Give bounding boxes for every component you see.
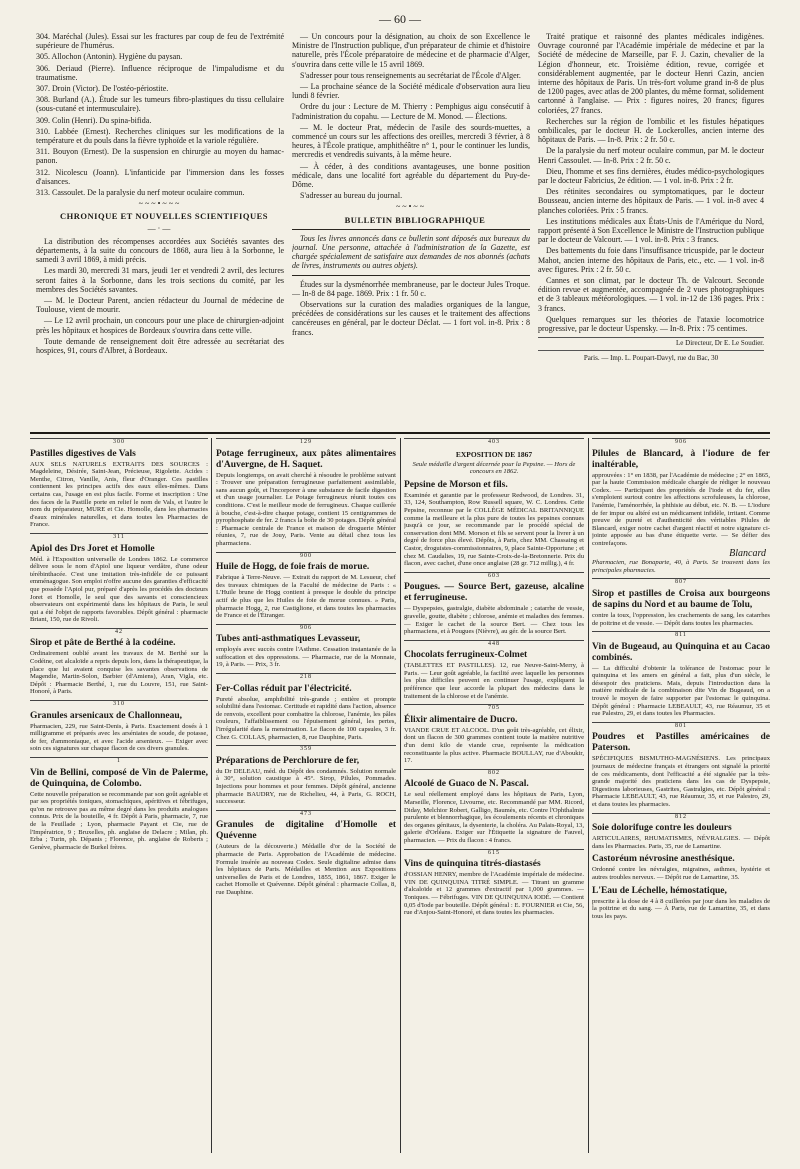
ad-title: Poudres et Pastilles américaines de Paterson. — [592, 732, 770, 754]
ad-number: 218 — [216, 673, 396, 682]
advertisement — [404, 480, 584, 568]
advertisement — [592, 854, 770, 881]
column-books — [538, 32, 764, 422]
ad-text: SPÉCIFIQUES BISMUTHO-MAGNÉSIENS. Les principaux journaux de médecine français et étrangers ont signalé la priorité de ces médicaments, dont l'efficacité a été signalée par la très-grande majorité des praticiens dans les cas de Dyspepsie, Digestions laborieuses, Gastrites, Gastralgies, etc. Dépôt général : Pharmacie LEBEAULT, 43, rue Réaumur, 35, et rue Palestro, 29, et dans toutes les pharmacies. — [592, 755, 770, 808]
ad-text: Pharmacien, 229, rue Saint-Denis, à Paris. Exactement dosés à 1 milligramme et préparés avec les arséniates de soude, de potasse, de fer, d'ammoniaque, et avec l'acide arsenieux. — Exiger avec soin ces signatures sur chaque flacon de ces divers granules. — [30, 722, 208, 753]
thesis-item: 309. Colin (Henri). Du spina-bifida. — [36, 115, 152, 125]
handwritten-signature: Blancard — [729, 547, 766, 559]
chronique-paragraph: Les mardi 30, mercredi 31 mars, jeudi 1er et vendredi 2 avril, des lectures seront faites à la Sorbonne, dans les trois sections du comité, par les membres des Sociétés savantes. — [36, 266, 284, 294]
ad-title: Vin de Bellini, composé de Vin de Palerme, de Quinquina, de Colombo. — [30, 767, 208, 789]
ad-number: 473 — [216, 810, 396, 819]
ad-title: Granules de digitaline d'Homolle et Quévenne — [216, 820, 396, 842]
advertisement — [216, 552, 396, 620]
advertisement — [216, 673, 396, 741]
ad-text: (Auteurs de la découverte.) Médaille d'or de la Société de pharmacie de Paris. Approbation de l'Académie de médecine. Formule insérée au nouveau Codex. Seule digitaline admise dans les hôpitaux de Paris. Médailles et Mention aux Expositions universelles de Paris et de Londres, 1855, 1861, 1867. Exiger le cachet Homolle et Quévenne. Dépôt général : pharmacie Collas, 8, rue Dauphine. — [216, 843, 396, 896]
ad-number: 359 — [216, 745, 396, 754]
ad-number: 1 — [30, 757, 208, 766]
ad-number: 906 — [216, 624, 396, 633]
ad-title: Pepsine de Morson et fils. — [404, 479, 508, 490]
chronique-paragraph: — Le 12 avril prochain, un concours pour une place de chirurgien-adjoint près les hôpitaux et hospices de Bordeaux s'ouvrira dans cette ville. — [36, 316, 284, 335]
ad-title: Tubes anti-asthmatiques Levasseur, — [216, 634, 361, 645]
ad-text: Ordonné contre les névralgies, migraines, asthmes, hystérie et autres troubles nerveux. — Dépôt rue de Lamartine, 35. — [592, 866, 770, 881]
ad-number: 812 — [592, 813, 770, 822]
ornament-divider: ~~•~~ — [395, 202, 427, 212]
ad-number: 129 — [216, 438, 396, 447]
ad-text: Fabrique à Terre-Neuve. — Extrait du rapport de M. Lesueur, chef des travaux chimiques de la Faculté de médecine de Paris : « L'Huile brune de Hogg contient à presque le double du principe actif de plus que les Huiles de foie de morue connues. » Paris, pharmacie Hogg, 2, rue Castiglione, et dans toutes les pharmacies de France et de l'Étranger. — [216, 574, 396, 620]
advertisements-rule — [30, 432, 770, 434]
ad-text: contre la toux, l'oppression, les crachements de sang, les catarrhes de poitrine et de vessie. — Dépôt dans toutes les pharmacies. — [592, 611, 770, 627]
thesis-item: 307. Droin (Victor). De l'ostéo-périostite. — [36, 84, 169, 94]
column-news — [292, 32, 530, 422]
ad-title: Sirop et pâte de Berthé à la codéine. — [30, 638, 176, 649]
news-paragraph: — À céder, à des conditions avantageuses, une bonne position médicale, dans une localité fort agréable du département du Puy-de-Dôme. — [292, 161, 530, 190]
chronique-paragraph: La distribution des récompenses accordées aux Sociétés savantes des départements, à la suite du concours de 1868, aura lieu à la Sorbonne, le samedi 3 avril 1869, à midi précis. — [36, 236, 284, 265]
news-paragraph: S'adresser au bureau du journal. — [300, 191, 403, 201]
bulletin-intro: Tous les livres annoncés dans ce bulletin sont déposés aux bureaux du journal. Une personne, attachée à l'administration de la Gazette, est chargée spécialement de satisfaire aux demandes de nos abonnés (achats de livres, instruments ou autres objets). — [292, 233, 530, 271]
advertisement — [404, 572, 584, 636]
ads-column-1 — [30, 438, 208, 1153]
ad-number: 403 — [404, 438, 584, 447]
book-entry: Dieu, l'homme et ses fins dernières, études médico-psychologiques par le docteur Fabricius, 2e édition. — 1 vol. in-8. Prix : 2 fr. — [538, 166, 764, 186]
chronique-paragraph: Toute demande de renseignement doit être adressée au secrétariat des hospices, 91, cours d'Albret, à Bordeaux. — [36, 336, 284, 356]
ad-title: Vin de Bugeaud, au Quinquina et au Cacao combinés. — [592, 641, 770, 663]
advertisement — [404, 640, 584, 701]
advertisement — [30, 757, 208, 851]
thesis-item: 305. Allochon (Antonin). Hygiène du paysan. — [36, 52, 183, 62]
ad-title: Vins de quinquina titrés-diastasés — [404, 859, 541, 870]
advertisement — [216, 438, 396, 548]
ad-title: Pastilles digestives de Vals — [30, 448, 136, 459]
ad-text: prescrite à la dose de 4 à 8 cuillerées par jour dans les maladies de la poitrine et du sang. — À Paris, rue de Lamartine, 35, et dans tous les pays. — [592, 897, 770, 920]
divider — [292, 229, 530, 230]
advertisement — [216, 745, 396, 806]
advertisement — [216, 810, 396, 897]
ad-number: 807 — [592, 578, 770, 587]
advertisement — [592, 578, 770, 627]
ad-text: (TABLETTES ET PASTILLES). 12, rue Neuve-Saint-Merry, à Paris. — Leur goût agréable, la facilité avec laquelle les personnes les plus difficiles peuvent en continuer l'usage, expliquent la préférence que leur accorde la plupart des médecins dans le traitement de la chlorose et de l'anémie. — [404, 662, 584, 700]
thesis-item: 304. Maréchal (Jules). Essai sur les fractures par coup de feu de l'extrémité supérieure de l'humérus. — [36, 32, 284, 51]
ad-title: Soie dolorifuge contre les douleurs — [592, 823, 732, 834]
ad-text: ARTICULAIRES, RHUMATISMES, NÉVRALGIES. — Dépôt dans les Pharmacies. Paris, 35, rue de Lamartine. — [592, 835, 770, 850]
divider — [292, 275, 530, 276]
ad-title: Préparations de Perchlorure de fer, — [216, 755, 360, 766]
bulletin-title: BULLETIN BIBLIOGRAPHIQUE — [344, 214, 486, 225]
news-paragraph: — M. le docteur Prat, médecin de l'asile des sourds-muettes, a commencé un cours sur les affections des oreilles, mercredi 3 février, à 8 heures, à l'École pratique, amphithéâtre n° 1, pour le continuer les lundis, mercredis et vendredis suivants, à la même heure. — [292, 122, 530, 160]
book-entry: Des rétinites secondaires ou symptomatiques, par le docteur Bousseau, ancien interne des hôpitaux de Paris. — 1 vol. in-8 avec 4 planches coloriées. Prix : 5 francs. — [538, 187, 764, 215]
chronique-paragraph: — M. le Docteur Parent, ancien rédacteur du Journal de médecine de Toulouse, vient de mourir. — [36, 296, 284, 315]
column-divider — [211, 438, 212, 1153]
ad-text: Le seul réellement employé dans les hôpitaux de Paris, Lyon, Marseille, Florence, Livourne, etc. Recommandé par MM. Ricord, Diday, Melchior Robert, Galligo, Baumès, etc. Contre l'Ophthalmie purulente et blennorrhagique, les écoulements récents et chroniques des organes génitaux, la dysenterie, la choléra. Au Palais-Royal, 13, galerie d'Orléans. Exiger sur l'Étiquette la signature de Fauvel, pharmacien. — Prix du flacon : 4 francs. — [404, 791, 584, 844]
book-entry: Des battements du foie dans l'insuffisance tricuspide, par le docteur Mahot, ancien interne des hôpitaux de Paris, etc., etc. — 1 vol. in-8 avec figures. Prix : 2 fr. 50 c. — [538, 246, 764, 274]
ad-title: Potage ferrugineux, aux pâtes alimentaires d'Auvergne, de H. Saquet. — [216, 448, 396, 470]
ad-text: Examinée et garantie par le professeur Redwood, de Londres. 31, 33, 124, Southampton, Row Russell square, W. C. Londres. Cette Pepsine, reconnue par le COLLÈGE MÉDICAL BRITANNIQUE comme la meilleure et la plus pure de toutes les pepsines connues jusqu'à ce jour, se recommande par le procédé spécial de conservation dont MM. Morson et fils se servent pour la livrer à un degré de force plus élevé. Dépôts, à Paris, chez MM. Chassaing et Castor, droguistes-commissionnaires, 9, place Sainte-Opportune ; et chez M. Caudalies, 19, rue Sainte-Croix-de-la-Bretonnerie. Prix du flacon, avec cachet, d'une once anglaise (28 gr. 712 millig.), 4 fr. — [404, 491, 584, 568]
ornament-divider: ~~~•~~~ — [138, 199, 182, 209]
ad-title: Castoréum névrosine anesthésique. — [592, 854, 735, 865]
column-divider — [400, 438, 401, 1153]
ad-number: 801 — [592, 722, 770, 731]
ad-text: d'OSSIAN HENRY, membre de l'Académie impériale de médecine. VIN DE QUINQUINA TITRÉ SIMPLE. — Titrant un gramme d'alcaloïde et 12 grammes d'extractif par 1,000 grammes. — Toniques. — Fébrifuges. VIN DE QUINQUINA IODÉ. — Contient 0,05 d'Iode par bouteille. Dépôt général : E. FOURNIER et Cie, 56, rue d'Anjou-Saint-Honoré, et dans toutes les pharmacies. — [404, 871, 584, 917]
ad-number: 448 — [404, 640, 584, 649]
column-divider — [588, 438, 589, 1153]
advertisement — [30, 628, 208, 696]
ad-text: Cette nouvelle préparation se recommande par son goût agréable et par ses propriétés toniques, stomachiques, apéritives et fébrifuges, qu'on ne retrouve pas au même degré dans les produits analogues connus. Prix de la bouteille, 4 fr. Dépôt à Paris, pharmacie, 7, rue de la Feuillade ; Lyon, pharmacie Payant et Cie, rue de l'Impératrice, 9 ; Bruxelles, ph. anglaise de Delacre ; Milan, ph. Erba ; Turin, ph. Dépanis ; Florence, ph. anglaise de Roberts ; Genève, pharmacie de Burkel frères. — [30, 790, 208, 851]
ad-title: Alcoolé de Guaco de N. Pascal. — [404, 779, 529, 790]
ad-number: 906 — [592, 438, 770, 447]
ad-number: 705 — [404, 704, 584, 713]
ad-title: Apiol des Drs Joret et Homolle — [30, 543, 155, 554]
ad-title: L'Eau de Léchelle, hémostatique, — [592, 885, 727, 896]
ad-number: 802 — [404, 769, 584, 778]
advertisement — [30, 700, 208, 753]
ad-text: VIANDE CRUE ET ALCOOL. D'un goût très-agréable, cet élixir, dont un flacon de 300 grammes contient toute la matière nutritive d'un demi kilo de viande crue, représente la médication reconstituante la plus active. Pharmacie BOULLAY, rue d'Aboukir, 17. — [404, 726, 584, 765]
ad-title: Chocolats ferrugineux-Colmet — [404, 650, 528, 661]
column-theses — [36, 32, 284, 422]
thesis-item: 312. Nicolescu (Joann). L'infanticide par l'immersion dans les fosses d'aisances. — [36, 167, 284, 186]
ad-text: du Dr DELEAU, méd. du Dépôt des condamnés. Solution normale à 30°, solution caustique à 45°. Sirop, Pilules, Pommades. Injections pour hommes et pour femmes. Dépôt général, ancienne pharmacie BAUDRY, rue de Richelieu, 44, à Paris, G. ROCH, successeur. — [216, 767, 396, 806]
advertisement — [404, 704, 584, 765]
ad-title: Huile de Hogg, de foie frais de morue. — [216, 562, 370, 573]
ad-number: 900 — [216, 552, 396, 561]
ad-title: EXPOSITION DE 1867 — [455, 449, 533, 459]
ad-title: Pougues. — Source Bert, gazeuse, alcaline et ferrugineuse. — [404, 582, 584, 604]
ads-column-4 — [592, 438, 770, 1153]
advertisement — [592, 813, 770, 851]
ad-text: AUX SELS NATURELS EXTRAITS DES SOURCES : Magdeleine, Désirée, Saint-Jean, Précieuse, Rigolette. Acides : Menthe, Citron, Vanille, Anis, fleur d'Oranger. Ces pastilles contiennent les principes actifs des eaux elles-mêmes. Dans certains cas, l'usage en est plus facile. Forme et inscription : Une des faces de la Pastille porte en relief le nom de Vals, et l'autre le nom du préparateur, MURE et Cie. Homolle, dans les pharmacies d'eaux minérales naturelles, et dans toutes les Pharmacies de France. — [30, 460, 208, 529]
news-paragraph: — La prochaine séance de la Société médicale d'observation aura lieu lundi 8 février. — [292, 82, 530, 101]
book-entry: Observations sur la curation des maladies organiques de la langue, précédées de considérations sur les causes et le traitement des affections cancéreuses en général, par le docteur Déclat. — 1 fort vol. in-8. Prix : 8 francs. — [292, 300, 530, 337]
ad-title: Pilules de Blancard, à l'iodure de fer inaltérable, — [592, 448, 770, 470]
book-entry: Études sur la dysménorrhée membraneuse, par le docteur Jules Troque. — In-8 de 84 page. 1869. Prix : 1 fr. 50 c. — [292, 279, 530, 298]
ad-number: 311 — [30, 533, 208, 542]
ad-number: 300 — [30, 438, 208, 447]
director-signature: Le Directeur, Dr E. Le Soudier. — [538, 337, 764, 350]
page-number: — 60 — — [379, 12, 421, 26]
advertisement — [30, 438, 208, 529]
ad-text: Pharmacien, rue Bonaparte, 40, à Paris. Se trouvent dans les principales pharmacies. — [592, 559, 770, 574]
ad-text: Seule médaille d'argent décernée pour la Pepsine. — Hors de concours en 1862. — [412, 460, 576, 476]
ornament-divider: —·— — [147, 223, 173, 233]
ads-column-3 — [404, 438, 584, 1153]
thesis-item: 306. Deriaud (Pierre). Influence réciproque de l'impaludisme et du traumatisme. — [36, 63, 284, 82]
chronique-title: CHRONIQUE ET NOUVELLES SCIENTIFIQUES — [60, 211, 268, 222]
book-entry: Quelques remarques sur les théories de l'ataxie locomotrice progressive, par le docteur Uspensky. — In-8. Prix : 75 centimes. — [538, 314, 764, 334]
ad-title: Élixir alimentaire de Ducro. — [404, 714, 518, 725]
advertisement — [592, 722, 770, 809]
ad-text: approuvées : 1° en 1838, par l'Académie de médecine ; 2° en 1865, par la haute Commission médicale chargée de rédiger le nouveau Codex. — Participant des propriétés de l'iode et du fer, elles s'emploient surtout contre les affections scrofuleuses, la chlorose, l'anémie, l'aménorrhée, la phthisie au début, etc. N. B. — L'iodure de fer impur ou altéré est un médicament infidèle, irritant. Comme preuve de pureté et d'authenticité des véritables Pilules de Blancard, exiger notre cachet d'argent réactif et notre signature ci-jointe apposée au bas d'une étiquette verte. — Se défier des contrefaçons. — [592, 471, 770, 547]
thesis-item: 308. Burland (A.). Étude sur les tumeurs fibro-plastiques du tissu cellulaire (sous-cutané et intermusculaire). — [36, 95, 284, 114]
ad-text: — Dyspepsies, gastralgie, diabète abdominale ; catarrhe de vessie, gravelle, goutte, diabète ; chlorose, anémie et maladies des femmes. — Exiger le cachet de la source Bert. — Chez tous les pharmaciens, et à Pougues (Nièvre), au gér. de la source Bert. — [404, 605, 584, 636]
ad-title: Sirop et pastilles de Croisa aux bourgeons de sapins du Nord et au baume de Tolu, — [592, 588, 770, 610]
book-entry: Traité pratique et raisonné des plantes médicales indigènes. Ouvrage couronné par l'Académie impériale de médecine et par la Société de médecine de Marseille, par F. J. Cazin, chevalier de la Légion d'honneur, etc. Troisième édition, revue, corrigée et considérablement augmentée, par le docteur Henri Cazin, ancien interne des hôpitaux de Paris. Un très-fort volume grand in-8 de plus de 1200 pages, avec atlas de 200 plantes, du même format, solidement cartonné à l'anglaise. — Prix : figures noires, 20 francs; figures coloriées, 27 francs. — [538, 32, 764, 115]
ad-text: Depuis longtemps, on avait cherché à résoudre le problème suivant : Trouver une préparation ferrugineuse parfaitement assimilable, sans aucun goût, et l'incorporer à une substance de facile digestion et d'un usage journalier. Le Potage ferrugineux réunit toutes ces conditions. C'est le meilleur mode de ferrugineux. Chaque cuillerée à bouche, c'est-à-dire chaque potage, contient 15 centigrammes de pyrophosphate de fer. 2 francs la boîte de 30 potages. Dépôt général : Pharmacie centrale de France et maison de droguerie Ménier réunies, 7, rue de Jouy, Paris. Vente au détail chez tous les pharmaciens. — [216, 471, 396, 547]
ad-text: Ordinairement oublié avant les travaux de M. Berthé sur la Codéine, cet alcaloïde a repris depuis lors, dans la thérapeutique, la place que lui avaient conquise les savantes observations de Magendie, Martin-Solon, Barbier (d'Amiens), Aran, Vigla, etc. Dépôt : Pharmacie Berthé, 1, rue du Louvre, 151, rue Saint-Honoré, à Paris. — [30, 650, 208, 696]
ad-text: — La difficulté d'obtenir la tolérance de l'estomac pour le quinquina et les amers en général a fait, plus d'un siècle, le désespoir des praticiens. Mais, depuis l'introduction dans la matière médicale de la combinaison dite Vin de Bugeaud, on a trouvé le moyen de faire supporter par l'estomac le quinquina. Dépôt général : Pharmacie LEBEAULT, 43, rue Réaumur, 35 et rue Palestro, 29, et dans toutes les Pharmacies. — [592, 664, 770, 718]
advertisement — [30, 533, 208, 624]
book-entry: Cannes et son climat, par le docteur Th. de Valcourt. Seconde édition revue et augmentée, accompagnée de 2 vues photographiques et de 3 tableaux météorologiques. — 1 vol. in-12 de 136 pages. Prix : 3 francs. — [538, 276, 764, 313]
advertisement — [592, 886, 770, 921]
news-paragraph: S'adresser pour tous renseignements au secrétariat de l'École d'Alger. — [300, 70, 521, 80]
book-entry: Recherches sur la région de l'ombilic et les fistules hépatiques ombilicales, par le docteur H. de Lockerolles, ancien interne des hôpitaux de Paris. — In-8. Prix : 2 fr. 50 c. — [538, 116, 764, 145]
thesis-item: 313. Cassoulet. De la paralysie du nerf moteur oculaire commun. — [36, 188, 245, 198]
ad-number: 615 — [404, 849, 584, 858]
ad-title: Fer-Collas réduit par l'électricité. — [216, 683, 352, 694]
advertisement — [404, 769, 584, 845]
news-paragraph: — Un concours pour la désignation, au choix de son Excellence le Ministre de l'Instruction publique, d'un préparateur de chimie et d'histoire naturelle, près l'École préparatoire de médecine et de pharmacie d'Alger, s'ouvrira dans cette ville le 15 avril 1869. — [292, 32, 530, 69]
advertisement — [404, 438, 584, 476]
ad-number: 310 — [30, 700, 208, 709]
advertisement — [592, 438, 770, 574]
book-entry: De la paralysie du nerf moteur oculaire commun, par M. le docteur Henri Cassoulet. — In-8. Prix : 2 fr. 50 c. — [538, 146, 764, 165]
book-entry: Les institutions médicales aux États-Unis de l'Amérique du Nord, rapport présenté à Son Excellence le Ministre de l'Instruction publique par le docteur de Valcourt. — 1 vol. in-8. Prix : 3 francs. — [538, 216, 764, 245]
thesis-item: 310. Labbée (Ernest). Recherches cliniques sur les modifications de la température et du pouls dans la fièvre typhoïde et la variole régulière. — [36, 126, 284, 146]
ad-text: employés avec succès contre l'Asthme. Cessation instantanée de la suffocation et des oppressions. — Pharmacie, rue de la Monnaie, 19, à Paris. — Prix, 3 fr. — [216, 646, 396, 669]
ad-number: 811 — [592, 631, 770, 640]
ad-number: 603 — [404, 572, 584, 581]
thesis-item: 311. Bouyon (Ernest). De la suspension en chirurgie au moyen du hamac-panon. — [36, 147, 284, 166]
printer-line: Paris. — Imp. L. Poupart-Davyl, rue du Bac, 30 — [583, 353, 719, 362]
ad-number: 42 — [30, 628, 208, 637]
news-paragraph: Ordre du jour : Lecture de M. Thierry : Pemphigus aigu consécutif à l'administration du copahu. — Lecture de M. Monod. — Élections. — [292, 102, 530, 121]
ad-title: Granules arsenicaux de Challonneau, — [30, 710, 183, 721]
advertisement — [404, 849, 584, 917]
advertisement — [216, 624, 396, 669]
ad-text: Méd. à l'Exposition universelle de Londres 1862. Le commerce délivre sous le nom d'Apiol une liqueur verdâtre, d'une odeur térébinthacée. C'est une imitation très-infidèle de ce puissant emménagogue. Son emploi n'offre aucune des garanties d'efficacité que possède l'Apiol pur, préparé d'après les procédés des docteurs Joret et Homolle, le seul que des savants et consciencieux observateurs ont expérimenté dans les hôpitaux de Paris, le seul qui a été l'objet de rapports favorables. Dépôt général : pharmacie Briant, 150, rue de Rivoli. — [30, 555, 208, 624]
ads-column-2 — [216, 438, 396, 1153]
advertisement — [592, 631, 770, 718]
ad-text: Pureté absolue, amphibilité très-grande ; entière et prompte solubilité dans l'estomac. Certitude et rapidité dans l'action, absence de renvois, excellent pour combattre la chlorose, l'anémie, les pâles couleurs, l'affaiblissement ou l'épuisement général, les pertes, l'irrégularité dans la menstruation. Le flacon de 100 capsules, 3 fr. Chez G. COLLAS, pharmacien, 8, rue Dauphine, Paris. — [216, 695, 396, 741]
